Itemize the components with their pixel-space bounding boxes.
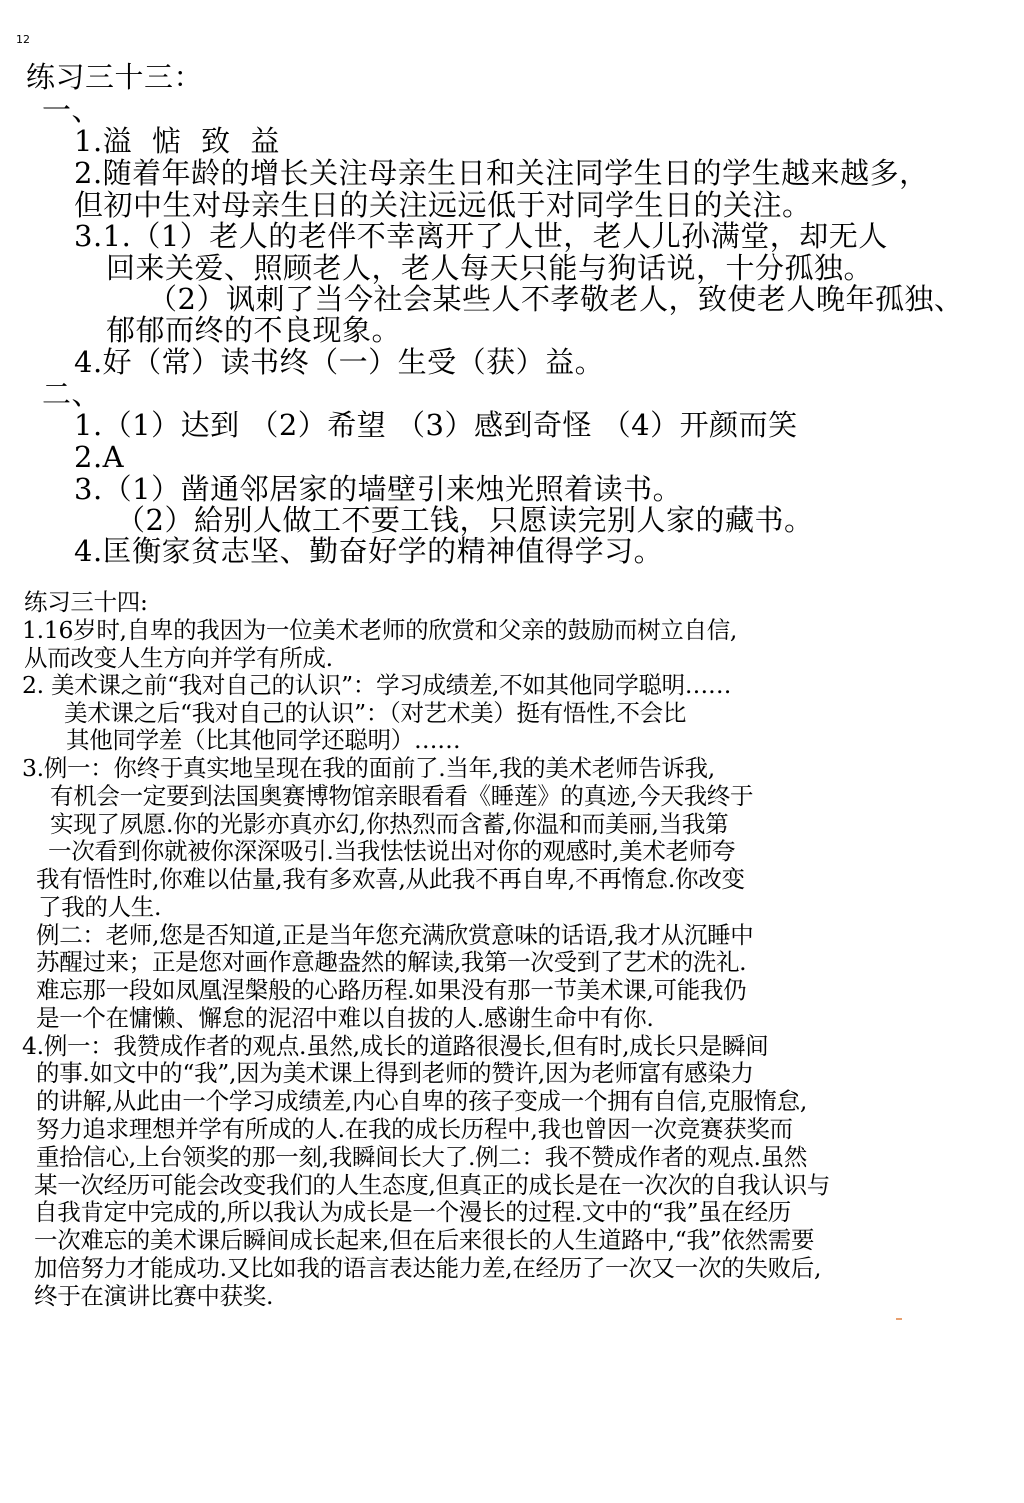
ex33-p1-q4: 4.好（常）读书终（一）生受（获）益。 bbox=[74, 345, 605, 379]
ex34-line: 实现了夙愿.你的光影亦真亦幻,你热烈而含蓄,你温和而美丽,当我第 bbox=[50, 810, 729, 838]
ex34-line: 1.16岁时,自卑的我因为一位美术老师的欣赏和父亲的鼓励而树立自信, bbox=[22, 616, 738, 644]
ex34-line: 了我的人生. bbox=[38, 893, 162, 921]
ex34-line: 例二：老师,您是否知道,正是当年您充满欣赏意味的话语,我才从沉睡中 bbox=[36, 921, 754, 949]
ex34-line: 难忘那一段如凤凰涅槃般的心路历程.如果没有那一节美术课,可能我仍 bbox=[36, 976, 747, 1004]
exercise-34-title: 练习三十四: bbox=[24, 588, 148, 616]
ex34-line: 一次看到你就被你深深吸引.当我怯怯说出对你的观感时,美术老师夸 bbox=[48, 837, 736, 865]
ex33-part1-heading: 一、 bbox=[42, 93, 102, 127]
ex33-p1-q2-line2: 但初中生对母亲生日的关注远远低于对同学生日的关注。 bbox=[74, 188, 812, 222]
ex34-line: 我有悟性时,你难以估量,我有多欢喜,从此我不再自卑,不再惰怠.你改变 bbox=[36, 865, 745, 893]
ex33-p2-q3-line1: 3.（1）凿通邻居家的墙壁引来烛光照着读书。 bbox=[74, 472, 683, 506]
ex34-line: 重拾信心,上台领奖的那一刻,我瞬间长大了.例二：我不赞成作者的观点.虽然 bbox=[36, 1143, 808, 1171]
ex34-line: 3.例一：你终于真实地呈现在我的面前了.当年,我的美术老师告诉我, bbox=[22, 754, 715, 782]
ex34-line: 4.例一：我赞成作者的观点.虽然,成长的道路很漫长,但有时,成长只是瞬间 bbox=[22, 1032, 769, 1060]
ex34-line: 加倍努力才能成功.又比如我的语言表达能力差,在经历了一次又一次的失败后, bbox=[34, 1254, 822, 1282]
ex33-p2-q1: 1.（1）达到 （2）希望 （3）感到奇怪 （4）开颜而笑 bbox=[74, 408, 798, 442]
ex33-p1-q1: 1.溢 惦 致 益 bbox=[74, 124, 280, 158]
ex34-line: 努力追求理想并学有所成的人.在我的成长历程中,我也曾因一次竞赛获奖而 bbox=[36, 1115, 793, 1143]
ex34-line: 美术课之后“我对自己的认识”：（对艺术美）挺有悟性,不会比 bbox=[64, 699, 687, 727]
ex34-line: 从而改变人生方向并学有所成. bbox=[24, 644, 333, 672]
page-number: 12 bbox=[16, 33, 30, 46]
ex34-line: 某一次经历可能会改变我们的人生态度,但真正的成长是在一次次的自我认识与 bbox=[34, 1171, 830, 1199]
stray-mark bbox=[896, 1318, 902, 1320]
ex34-line: 的讲解,从此由一个学习成绩差,内心自卑的孩子变成一个拥有自信,克服惰怠, bbox=[36, 1087, 808, 1115]
ex34-line: 自我肯定中完成的,所以我认为成长是一个漫长的过程.文中的“我”虽在经历 bbox=[34, 1198, 791, 1226]
ex33-p1-q3-line4: 郁郁而终的不良现象。 bbox=[106, 313, 402, 347]
ex34-line: 是一个在慵懒、懈怠的泥沼中难以自拔的人.感谢生命中有你. bbox=[36, 1004, 654, 1032]
ex34-line: 苏醒过来；正是您对画作意趣盎然的解读,我第一次受到了艺术的洗礼. bbox=[36, 948, 747, 976]
ex33-p1-q3-line3: （2）讽刺了当今社会某些人不孝敬老人，致使老人晚年孤独、 bbox=[148, 282, 964, 316]
exercise-33-title: 练习三十三： bbox=[26, 60, 204, 94]
ex34-line: 一次难忘的美术课后瞬间成长起来,但在后来很长的人生道路中,“我”依然需要 bbox=[34, 1226, 815, 1254]
ex34-line: 其他同学差（比其他同学还聪明）…… bbox=[66, 726, 461, 754]
ex33-p2-q3-line2: （2）給别人做工不要工钱，只愿读完别人家的藏书。 bbox=[116, 503, 814, 537]
ex33-p1-q3-line2: 回来关爱、照顾老人，老人每天只能与狗话说，十分孤独。 bbox=[106, 251, 874, 285]
ex33-p1-q2-line1: 2.随着年龄的增长关注母亲生日和关注同学生日的学生越来越多， bbox=[74, 156, 929, 190]
ex33-p2-q4: 4.匡衡家贫志坚、勤奋好学的精神值得学习。 bbox=[74, 534, 664, 568]
ex34-line: 终于在演讲比赛中获奖. bbox=[34, 1282, 274, 1310]
ex34-line: 的事.如文中的“我”,因为美术课上得到老师的赞许,因为老师富有感染力 bbox=[36, 1059, 754, 1087]
ex33-p1-q3-line1: 3.1.（1）老人的老伴不幸离开了人世，老人儿孙满堂，却无人 bbox=[74, 219, 888, 253]
ex34-line: 有机会一定要到法国奥赛博物馆亲眼看看《睡莲》的真迹,今天我终于 bbox=[50, 782, 754, 810]
ex33-part2-heading: 二、 bbox=[42, 377, 102, 411]
ex34-line: 2. 美术课之前“我对自己的认识”：学习成绩差,不如其他同学聪明…… bbox=[22, 671, 732, 699]
ex33-p2-q2: 2.A bbox=[74, 440, 125, 474]
